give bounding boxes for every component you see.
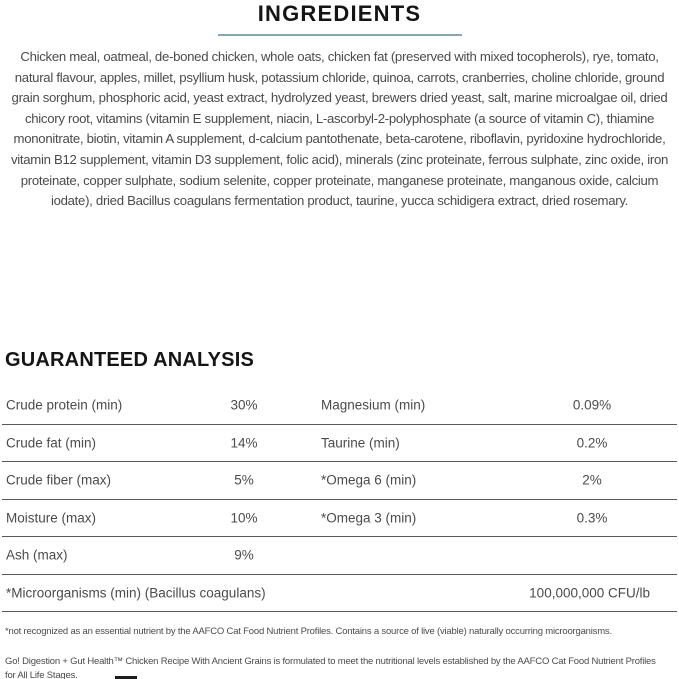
- nutrient-value: 0.2%: [576, 435, 608, 451]
- nutrient-value: 2%: [582, 472, 602, 488]
- nutrient-label: Moisture (max): [6, 510, 97, 526]
- ingredients-heading: INGREDIENTS: [257, 1, 422, 26]
- nutrient-label: *Omega 3 (min): [321, 510, 417, 526]
- ingredients-paragraph: Chicken meal, oatmeal, de-boned chicken, whole oats, chicken fat (preserved with mixed tocopherols), rye, tomato, natural flavour, apples, millet, psyllium husk, potassium chloride, quinoa, carrots, cranberries, choline chloride, ground grain sorghum, phosphoric acid, yeast extract, hydrolyzed yeast, brewers dried yeast, salt, marine microalgae oil, dried chicory root, vitamins (vitamin E supplement, niacin, L-ascorbyl-2-polyphosphate (a source of vitamin C), thiamine mononitrate, biotin, vitamin A supplement, d-calcium pantothenate, beta-carotene, riboflavin, pyridoxine hydrochloride, vitamin B12 supplement, vitamin D3 supplement, folic acid), minerals (zinc proteinate, ferrous sulphate, zinc oxide, iron proteinate, copper sulphate, sodium selenite, copper proteinate, manganese proteinate, manganous oxide, calcium iodate), dried Bacillus coagulans fermentation product, taurine, yucca schidigera extract, dried rosemary.: [10, 49, 669, 209]
- nutrient-value: 0.09%: [572, 397, 612, 413]
- table-row: [2, 537, 677, 575]
- nutrient-label: Taurine (min): [321, 435, 400, 451]
- nutrient-label: *Omega 6 (min): [321, 472, 417, 488]
- aafco-footnote: *not recognized as an essential nutrient by the AAFCO Cat Food Nutrient Profiles. Contains a source of live (viable) naturally occurring microorganisms.: [5, 626, 612, 637]
- aafco-statement: Go! Digestion + Gut Health™ Chicken Recipe With Ancient Grains is formulated to meet the nutritional levels established by the AAFCO Cat Food Nutrient Profiles for All Life Stages.: [5, 656, 656, 679]
- nutrient-label: Ash (max): [6, 547, 68, 563]
- nutrient-label: Crude fiber (max): [6, 472, 112, 488]
- nutrient-value: 5%: [234, 472, 254, 488]
- table-row-microorganisms: [2, 575, 677, 613]
- nutrient-value: 10%: [230, 510, 258, 526]
- nutrient-label: Magnesium (min): [321, 397, 426, 413]
- nutrient-label: *Microorganisms (min) (Bacillus coagulans): [6, 585, 266, 601]
- heading-accent-rule: [218, 34, 462, 36]
- table-row: [2, 425, 677, 463]
- table-row: [2, 387, 677, 425]
- guaranteed-analysis-table: [2, 387, 677, 612]
- nutrient-value: 14%: [230, 435, 258, 451]
- nutrient-label: Crude fat (min): [6, 435, 97, 451]
- table-row: [2, 500, 677, 538]
- nutrient-value: 100,000,000 CFU/lb: [529, 585, 650, 601]
- nutrient-value: 0.3%: [576, 510, 608, 526]
- nutrient-value: 9%: [234, 547, 254, 563]
- guaranteed-analysis-heading: GUARANTEED ANALYSIS: [5, 349, 255, 371]
- nutrient-label: Crude protein (min): [6, 397, 123, 413]
- table-row: [2, 462, 677, 500]
- nutrient-value: 30%: [230, 397, 258, 413]
